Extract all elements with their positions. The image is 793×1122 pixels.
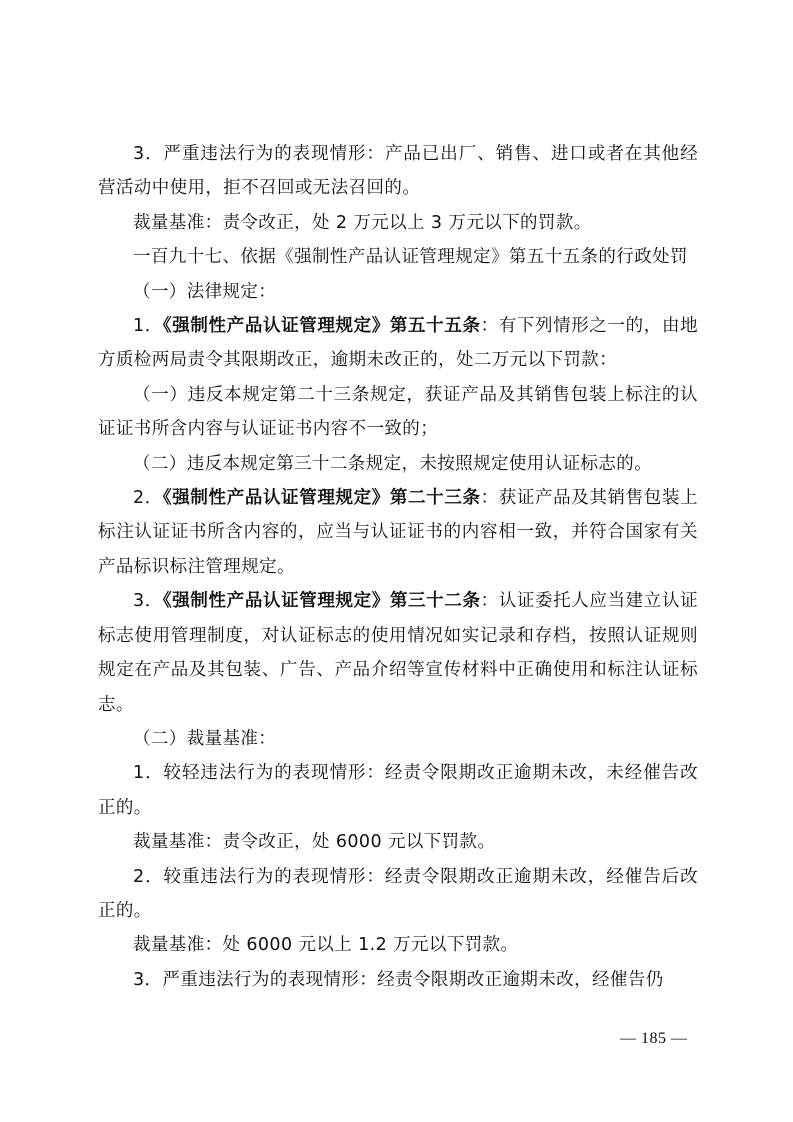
paragraph: 2．《强制性产品认证管理规定》第二十三条：获证产品及其销售包装上标注认证证书所含内容的，应当与认证证书的内容相一致，并符合国家有关产品标识标注管理规定。 <box>98 488 698 577</box>
paragraph: 3．《强制性产品认证管理规定》第三十二条：认证委托人应当建立认证标志使用管理制度，对认证标志的使用情况如实记录和存档，按照认证规则规定在产品及其包装、广告、产品介绍等宣传材料中正确使用和标注认证标志。 <box>98 591 698 715</box>
paragraph: 1．较轻违法行为的表现情形：经责令限期改正逾期未改，未经催告改正的。 <box>98 763 698 818</box>
paragraph: 1．《强制性产品认证管理规定》第五十五条：有下列情形之一的，由地方质检两局责令其限期改正，逾期未改正的，处二万元以下罚款： <box>98 316 698 371</box>
paragraph: 裁量基准：处 6000 元以上 1.2 万元以下罚款。 <box>133 935 519 956</box>
page-number: — 185 — <box>620 1030 688 1047</box>
article-reference: 《强制性产品认证管理规定》第二十三条 <box>162 488 481 509</box>
subsection-heading: （二）裁量基准： <box>133 728 277 749</box>
paragraph: 3．严重违法行为的表现情形：经责令限期改正逾期未改，经催告仍 <box>133 969 664 990</box>
paragraph: 裁量基准：责令改正，处 2 万元以上 3 万元以下的罚款。 <box>133 212 592 233</box>
article-reference: 《强制性产品认证管理规定》第五十五条 <box>162 316 481 337</box>
article-reference: 《强制性产品认证管理规定》第三十二条 <box>162 591 481 612</box>
document-body <box>98 137 698 997</box>
paragraph: 裁量基准：责令改正，处 6000 元以下罚款。 <box>133 832 496 853</box>
paragraph: 2．较重违法行为的表现情形：经责令限期改正逾期未改，经催告后改正的。 <box>98 866 698 921</box>
subsection-heading: （一）法律规定： <box>133 281 277 302</box>
section-heading: 一百九十七、依据《强制性产品认证管理规定》第五十五条的行政处罚 <box>133 247 688 268</box>
paragraph: （一）违反本规定第二十三条规定，获证产品及其销售包装上标注的认证证书所含内容与认证证书内容不一致的； <box>98 384 698 440</box>
paragraph: 3．严重违法行为的表现情形：产品已出厂、销售、进口或者在其他经营活动中使用，拒不召回或无法召回的。 <box>98 144 698 199</box>
paragraph: （二）违反本规定第三十二条规定，未按照规定使用认证标志的。 <box>133 453 653 474</box>
